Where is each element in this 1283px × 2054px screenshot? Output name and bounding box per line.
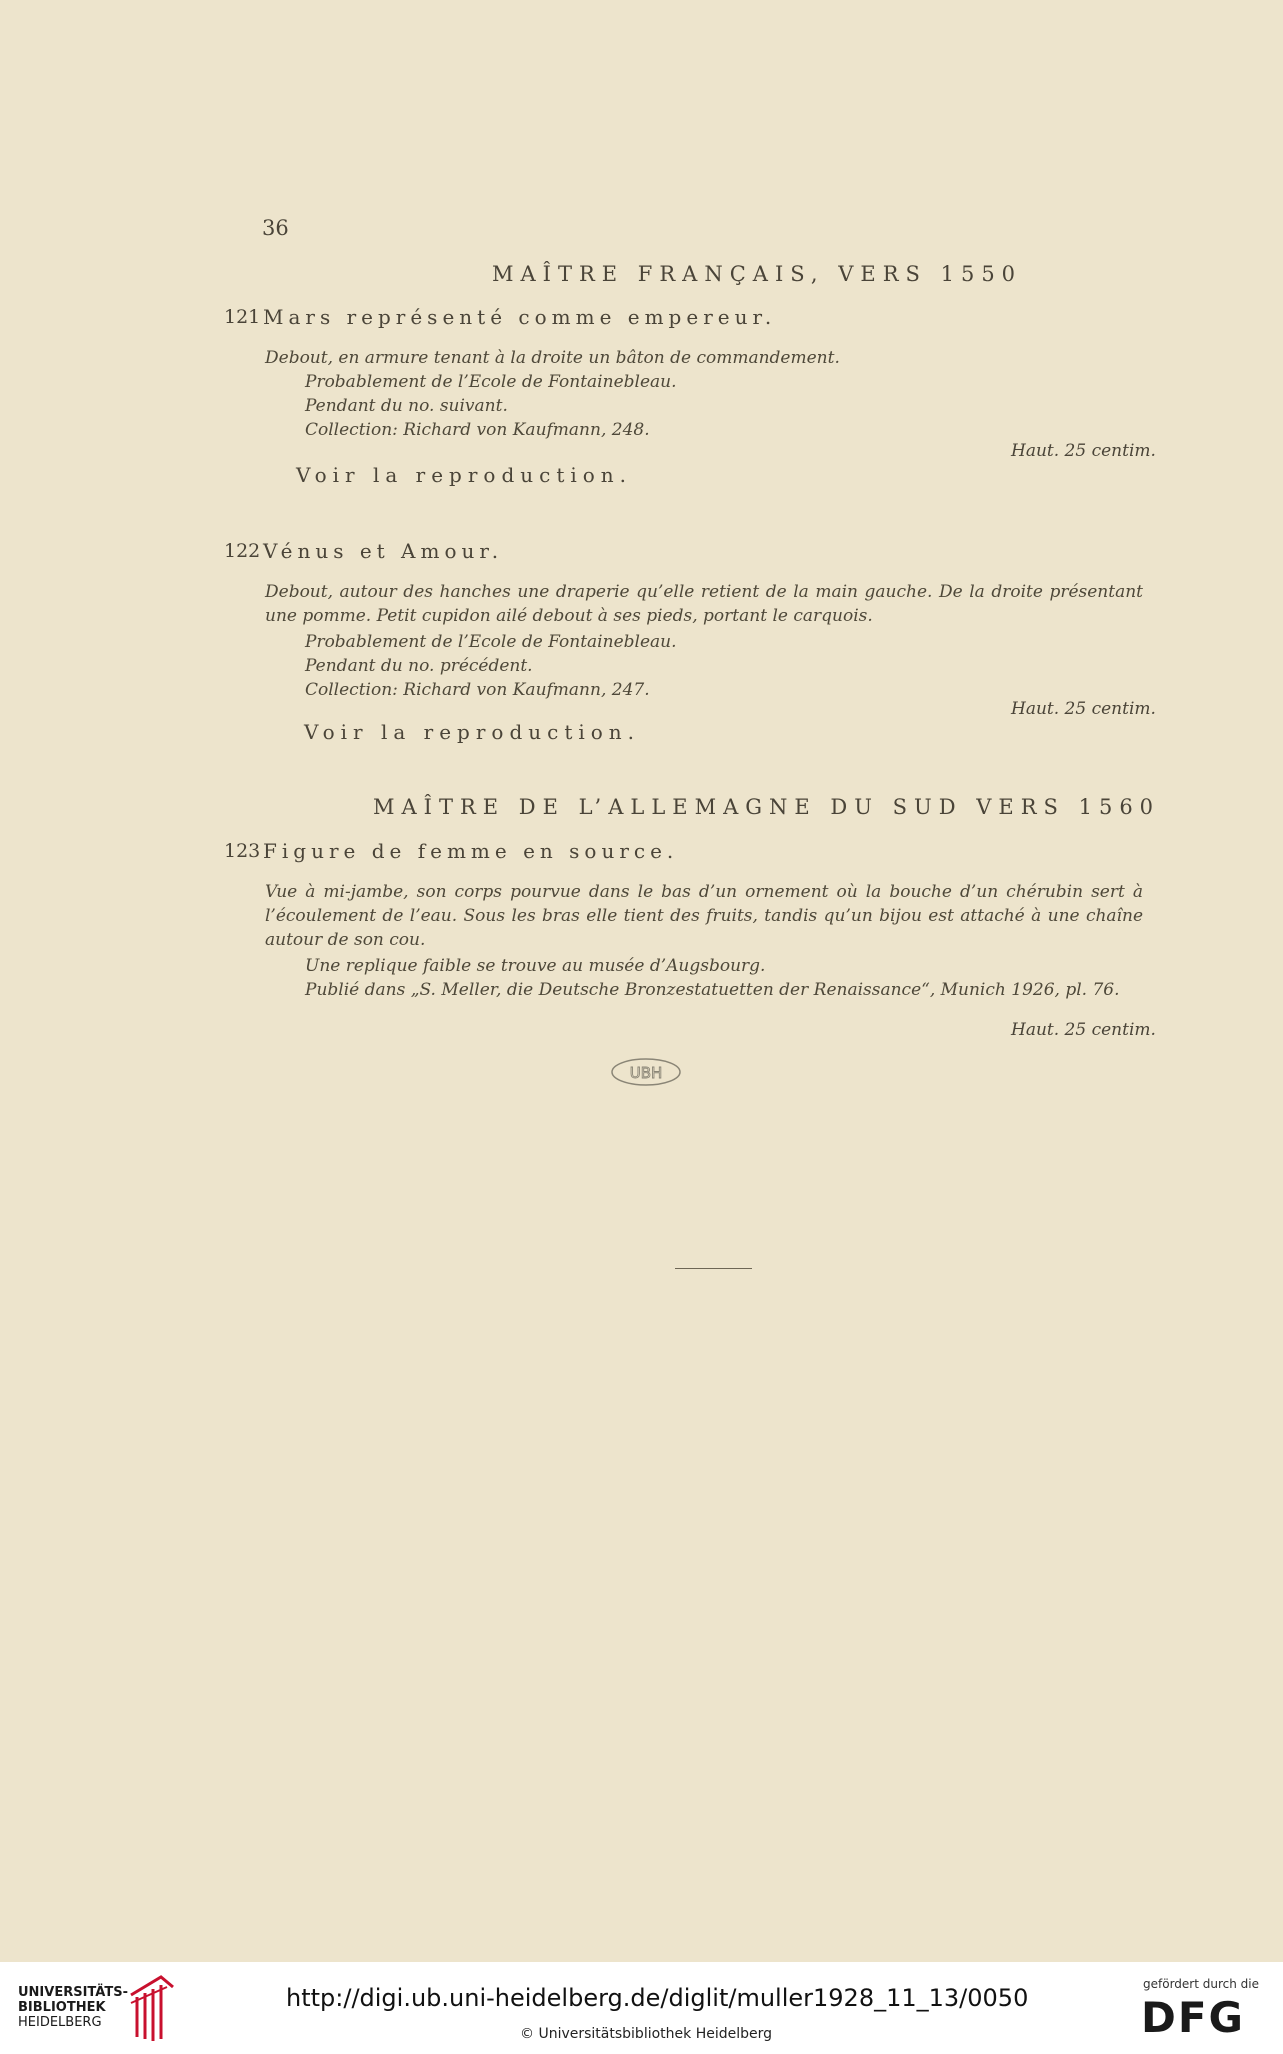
copyright-text: © Universitätsbibliothek Heidelberg bbox=[520, 2026, 773, 2042]
entry-122-line-3: Collection: Richard von Kaufmann, 247. bbox=[305, 680, 650, 700]
dfg-logo: DFG bbox=[1141, 1993, 1246, 2042]
entry-number-122: 122 bbox=[224, 540, 261, 562]
entry-123-description: Vue à mi-jambe, son corps pourvue dans le bas d’un ornement où la bouche d’un chérubin sert à l’écoulement de l’eau. Sous les bras elle tient des fruits, tandis qu’un bijou est attaché à une chaîne autour de son cou. bbox=[265, 882, 1143, 950]
entry-122-line-2: Pendant du no. précédent. bbox=[305, 656, 533, 676]
entry-122-height: Haut. 25 centim. bbox=[1011, 699, 1156, 719]
entry-title-123: Figure de femme en source. bbox=[263, 839, 679, 863]
entry-number-121: 121 bbox=[224, 306, 261, 328]
permalink-url[interactable]: http://digi.ub.uni-heidelberg.de/diglit/muller1928_11_13/0050 bbox=[286, 1984, 1029, 2012]
logo-line-2: BIBLIOTHEK bbox=[18, 2000, 106, 2015]
ub-logo-icon bbox=[127, 1973, 179, 2043]
ub-heidelberg-logo-text bbox=[18, 1985, 128, 2030]
entry-121-height: Haut. 25 centim. bbox=[1011, 441, 1156, 461]
entry-title-122: Vénus et Amour. bbox=[263, 539, 504, 563]
section-title-french: MAÎTRE FRANÇAIS, VERS 1550 bbox=[492, 262, 1023, 286]
logo-line-1: UNIVERSITÄTS- bbox=[18, 1985, 128, 2000]
entry-121-line-3: Pendant du no. suivant. bbox=[305, 396, 508, 416]
entry-121-line-1: Debout, en armure tenant à la droite un bâton de commandement. bbox=[265, 348, 840, 368]
entry-122-description: Debout, autour des hanches une draperie qu’elle retient de la main gauche. De la droite présentant une pomme. Petit cupidon ailé debout à ses pieds, portant le carquois. bbox=[265, 582, 1143, 626]
sponsor-label: gefördert durch die bbox=[1143, 1977, 1259, 1991]
entry-123-line-2: Publié dans „S. Meller, die Deutsche Bronzestatuetten der Renaissance“, Munich 1926, pl. 76. bbox=[305, 980, 1120, 1000]
entry-123-line-1: Une replique faible se trouve au musée d’Augsbourg. bbox=[305, 956, 766, 976]
entry-121-line-2: Probablement de l’Ecole de Fontainebleau. bbox=[305, 372, 677, 392]
closing-rule bbox=[675, 1268, 752, 1269]
entry-121-line-4: Collection: Richard von Kaufmann, 248. bbox=[305, 420, 650, 440]
svg-text:UBH: UBH bbox=[629, 1064, 663, 1082]
entry-123-height: Haut. 25 centim. bbox=[1011, 1020, 1156, 1040]
library-stamp bbox=[610, 1057, 682, 1087]
section-title-german: MAÎTRE DE L’ALLEMAGNE DU SUD VERS 1560 bbox=[373, 795, 1161, 819]
page-number: 36 bbox=[262, 216, 289, 240]
entry-122-line-1: Probablement de l’Ecole de Fontainebleau. bbox=[305, 632, 677, 652]
entry-121-voir: Voir la reproduction. bbox=[296, 463, 633, 487]
logo-line-3: HEIDELBERG bbox=[18, 2015, 102, 2030]
entry-122-voir: Voir la reproduction. bbox=[304, 720, 641, 744]
entry-number-123: 123 bbox=[224, 840, 261, 862]
entry-title-121: Mars représenté comme empereur. bbox=[263, 305, 777, 329]
